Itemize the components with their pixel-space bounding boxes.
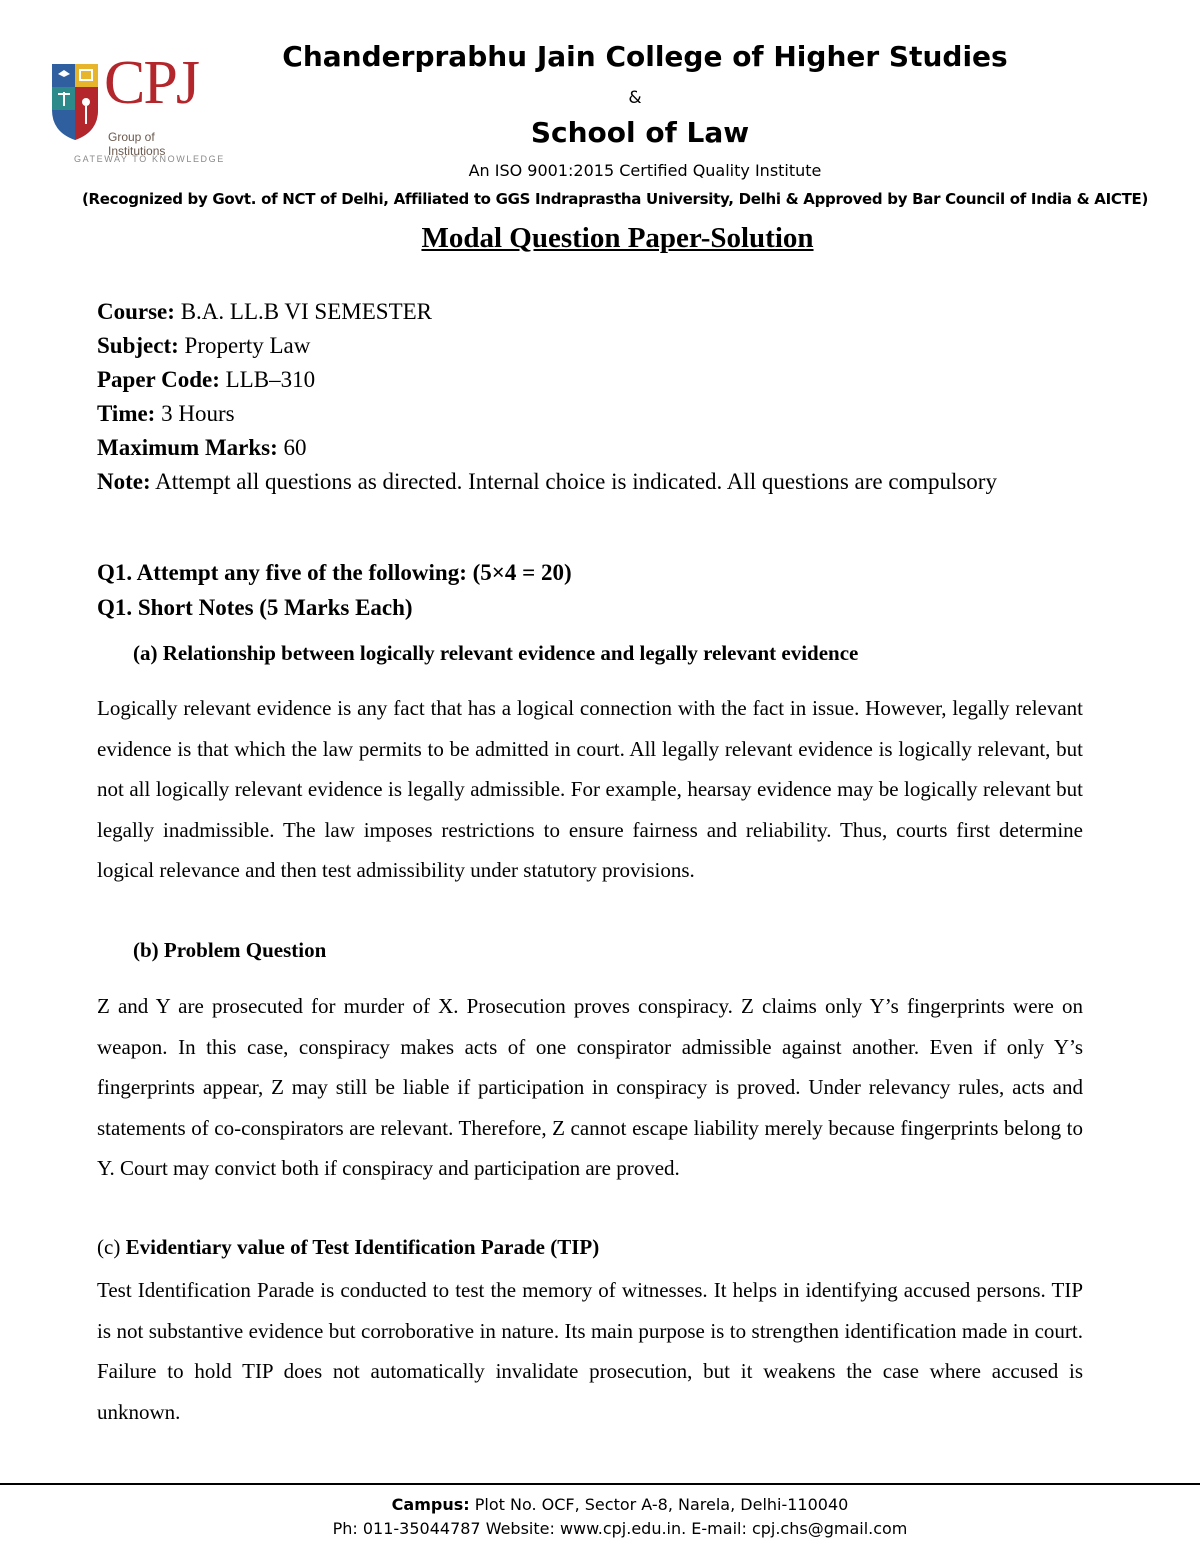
note-line (97, 465, 997, 499)
q1c-title: Evidentiary value of Test Identification Parade (TIP) (125, 1235, 600, 1259)
subject-value: Property Law (178, 333, 311, 358)
ampersand: & (628, 88, 642, 108)
campus-address: Plot No. OCF, Sector A-8, Narela, Delhi-110040 (469, 1495, 849, 1514)
q1b-title: (b) Problem Question (133, 938, 327, 962)
footer-campus (0, 1495, 1200, 1514)
marks-label: Maximum Marks: (97, 435, 278, 460)
time-value: 3 Hours (155, 401, 235, 426)
q1-heading: Q1. Short Notes (5 Marks Each) (97, 595, 413, 620)
q1c-prefix: (c) (97, 1235, 126, 1259)
note-value: Attempt all questions as directed. Internal choice is indicated. All questions are compulsory (150, 469, 997, 494)
recognition-line: (Recognized by Govt. of NCT of Delhi, Affiliated to GGS Indraprastha University, Delhi & Approved by Bar Council of India & AICTE) (81, 190, 1149, 208)
course-value: B.A. LL.B VI SEMESTER (174, 299, 433, 324)
paper-code-line (97, 363, 997, 397)
paper-title: Modal Question Paper-Solution (421, 222, 814, 254)
q1c-answer: Test Identification Parade is conducted to test the memory of witnesses. It helps in identifying accused persons. TIP is not substantive evidence but corroborative in nature. Its main purpose is to strengthen identification made in court. Failure to hold TIP does not automatically invalidate prosecution, but it weakens the case where accused is unknown. (97, 1278, 1083, 1424)
footer-divider (0, 1483, 1200, 1485)
footer-contact: Ph: 011-35044787 Website: www.cpj.edu.in. E-mail: cpj.chs@gmail.com (332, 1519, 908, 1538)
paper-code-label: Paper Code: (97, 367, 220, 392)
note-label: Note: (97, 469, 151, 494)
logo-subtitle: Group of Institutions (108, 130, 166, 158)
subject-line (97, 329, 997, 363)
marks-value: 60 (277, 435, 307, 460)
q1a-title: (a) Relationship between logically relevant evidence and legally relevant evidence (133, 641, 859, 665)
college-name: Chanderprabhu Jain College of Higher Studies (282, 40, 1008, 73)
subject-label: Subject: (97, 333, 179, 358)
course-line (97, 295, 997, 329)
course-label: Course: (97, 299, 175, 324)
paper-code-value: LLB–310 (219, 367, 316, 392)
school-name: School of Law (530, 116, 750, 149)
iso-certification: An ISO 9001:2015 Certified Quality Institute (468, 161, 822, 180)
time-label: Time: (97, 401, 156, 426)
campus-label: Campus: (391, 1495, 470, 1514)
logo-tagline: GATEWAY TO KNOWLEDGE (74, 154, 225, 164)
marks-line (97, 431, 997, 465)
q1a-answer: Logically relevant evidence is any fact that has a logical connection with the fact in issue. However, legally relevant evidence is that which the law permits to be admitted in court. All legally relevant evidence is logically relevant, but not all logically relevant evidence is legally admissible. For example, hearsay evidence may be logically relevant but legally inadmissible. The law imposes restrictions to ensure fairness and reliability. Thus, courts first determine logical relevance and then test admissibility under statutory provisions. (97, 696, 1083, 883)
logo-wordmark: CPJ (104, 49, 198, 117)
q1c-title-line (97, 1235, 599, 1260)
q1-instruction: Q1. Attempt any five of the following: (5×4 = 20) (97, 560, 572, 585)
time-line (97, 397, 997, 431)
paper-details (97, 295, 997, 499)
q1b-answer: Z and Y are prosecuted for murder of X. Prosecution proves conspiracy. Z claims only Y’s fingerprints were on weapon. In this case, conspiracy makes acts of one conspirator admissible against another. Even if only Y’s fingerprints appear, Z may still be liable if participation in conspiracy is proved. Under relevancy rules, acts and statements of co-conspirators are relevant. Therefore, Z cannot escape liability merely because fingerprints belong to Y. Court may convict both if conspiracy and participation are proved. (97, 994, 1083, 1181)
